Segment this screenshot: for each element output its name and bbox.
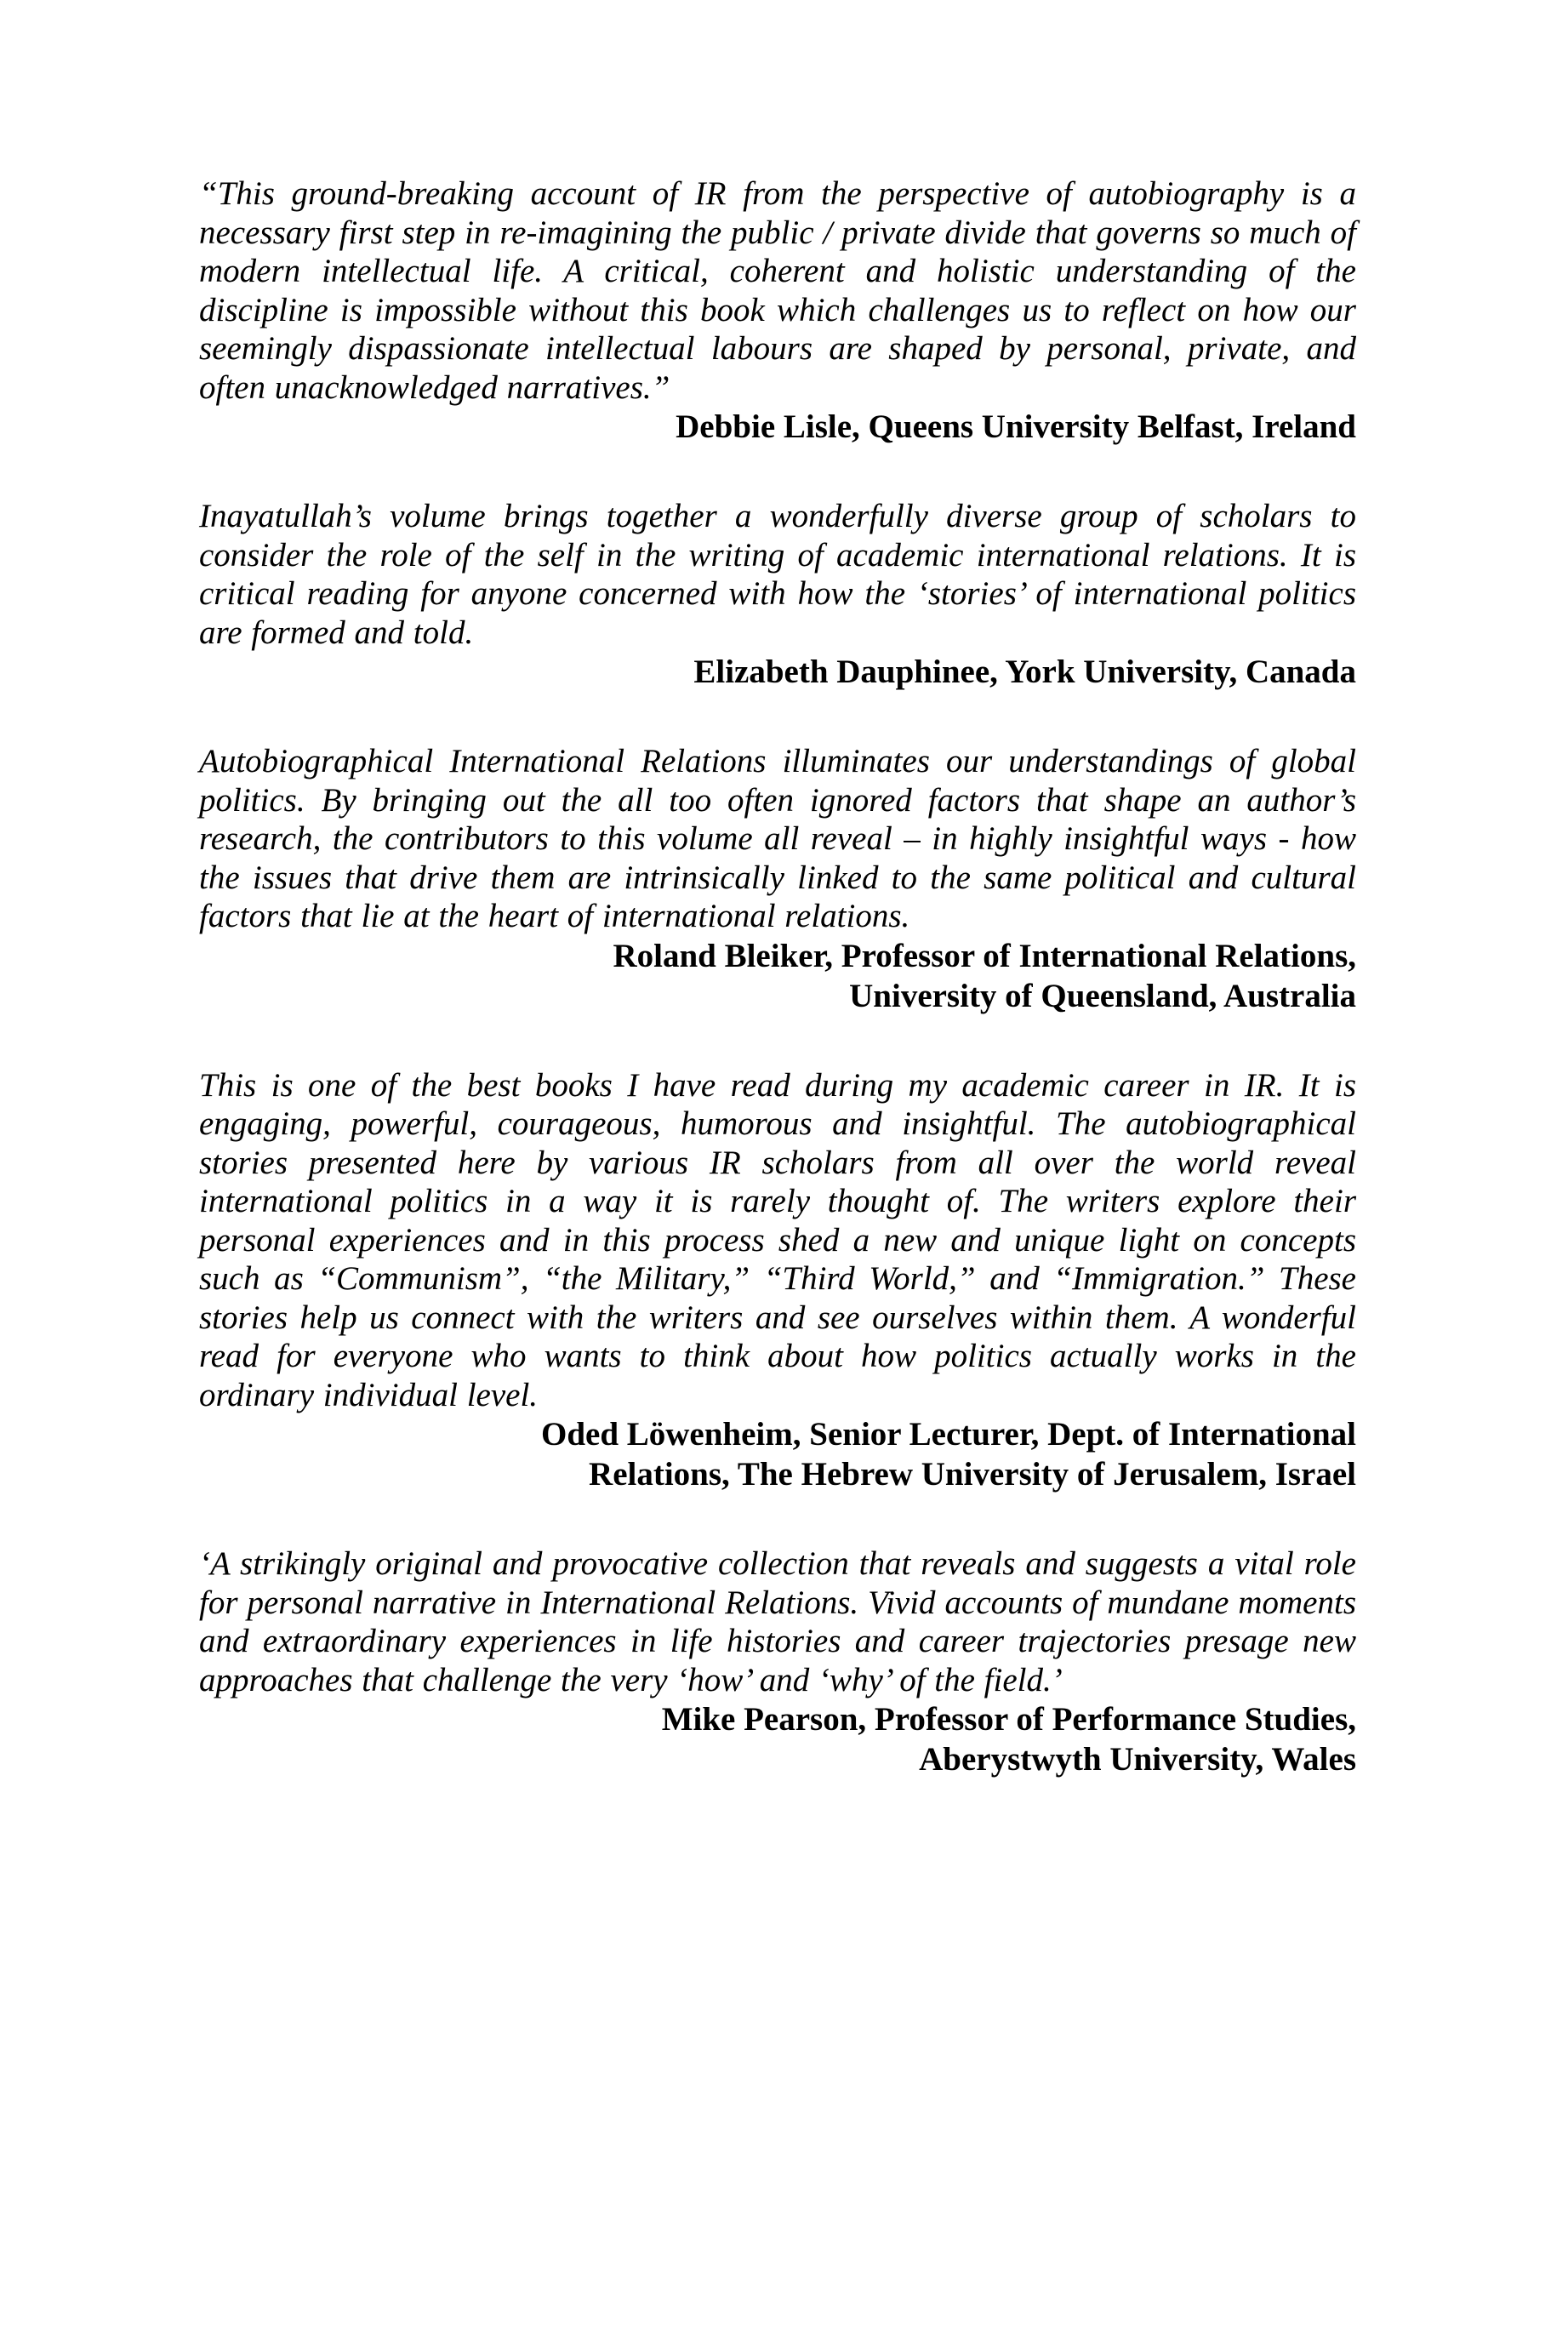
attribution-line: Debbie Lisle, Queens University Belfast, Ireland: [676, 408, 1356, 445]
endorsement-attribution: [199, 1414, 1356, 1494]
attribution-line: University of Queensland, Australia: [849, 977, 1356, 1014]
attribution-line: Relations, The Hebrew University of Jerusalem, Israel: [589, 1456, 1356, 1493]
endorsement-pearson: [199, 1544, 1356, 1779]
endorsement-attribution: [199, 407, 1356, 447]
endorsement-quote: “This ground-breaking account of IR from the perspective of autobiography is a necessary first step in re-imagining the public / private divide that governs so much of modern intellectual life. A critical, coherent and holistic understanding of the discipline is impossible without this book which challenges us to reflect on how our seemingly dispassionate intellectual labours are shaped by personal, private, and often unacknowledged narratives.”: [199, 175, 1356, 406]
endorsement-bleiker: [199, 742, 1356, 1016]
endorsement-attribution: [199, 1699, 1356, 1779]
endorsement-lisle: [199, 174, 1356, 447]
endorsement-quote: Inayatullah’s volume brings together a wonderfully diverse group of scholars to consider the role of the self in the writing of academic international relations. It is critical reading for anyone concerned with how the ‘stories’ of international politics are formed and told.: [199, 498, 1356, 651]
attribution-line: Aberystwyth University, Wales: [919, 1741, 1356, 1778]
endorsement-dauphinee: [199, 497, 1356, 692]
endorsement-attribution: [199, 936, 1356, 1016]
attribution-line: Mike Pearson, Professor of Performance Studies,: [661, 1701, 1356, 1738]
endorsements-column: [199, 174, 1356, 1779]
endorsement-quote: This is one of the best books I have read during my academic career in IR. It is engaging, powerful, courageous, humorous and insightful. The autobiographical stories presented here by various IR scholars from all over the world reveal international politics in a way it is rarely thought of. The writers explore their personal experiences and in this process shed a new and unique light on concepts such as “Communism”, “the Military,” “Third World,” and “Immigration.” These stories help us connect with the writers and see ourselves within them. A wonderful read for everyone who wants to think about how politics actually works in the ordinary individual level.: [199, 1066, 1356, 1413]
attribution-line: Oded Löwenheim, Senior Lecturer, Dept. of International: [540, 1416, 1356, 1453]
endorsement-lowenheim: [199, 1066, 1356, 1495]
attribution-line: Roland Bleiker, Professor of International Relations,: [613, 937, 1356, 974]
endorsement-attribution: [199, 652, 1356, 692]
attribution-line: Elizabeth Dauphinee, York University, Canada: [693, 654, 1356, 690]
endorsement-quote: Autobiographical International Relations illuminates our understandings of global politics. By bringing out the all too often ignored factors that shape an author’s research, the contributors to this volume all reveal – in highly insightful ways - how the issues that drive them are intrinsically linked to the same political and cultural factors that lie at the heart of international relations.: [199, 743, 1356, 934]
endorsement-quote: ‘A strikingly original and provocative collection that reveals and suggests a vital role for personal narrative in International Relations. Vivid accounts of mundane moments and extraordinary experiences in life histories and career trajectories presage new approaches that challenge the very ‘how’ and ‘why’ of the field.’: [199, 1545, 1356, 1698]
